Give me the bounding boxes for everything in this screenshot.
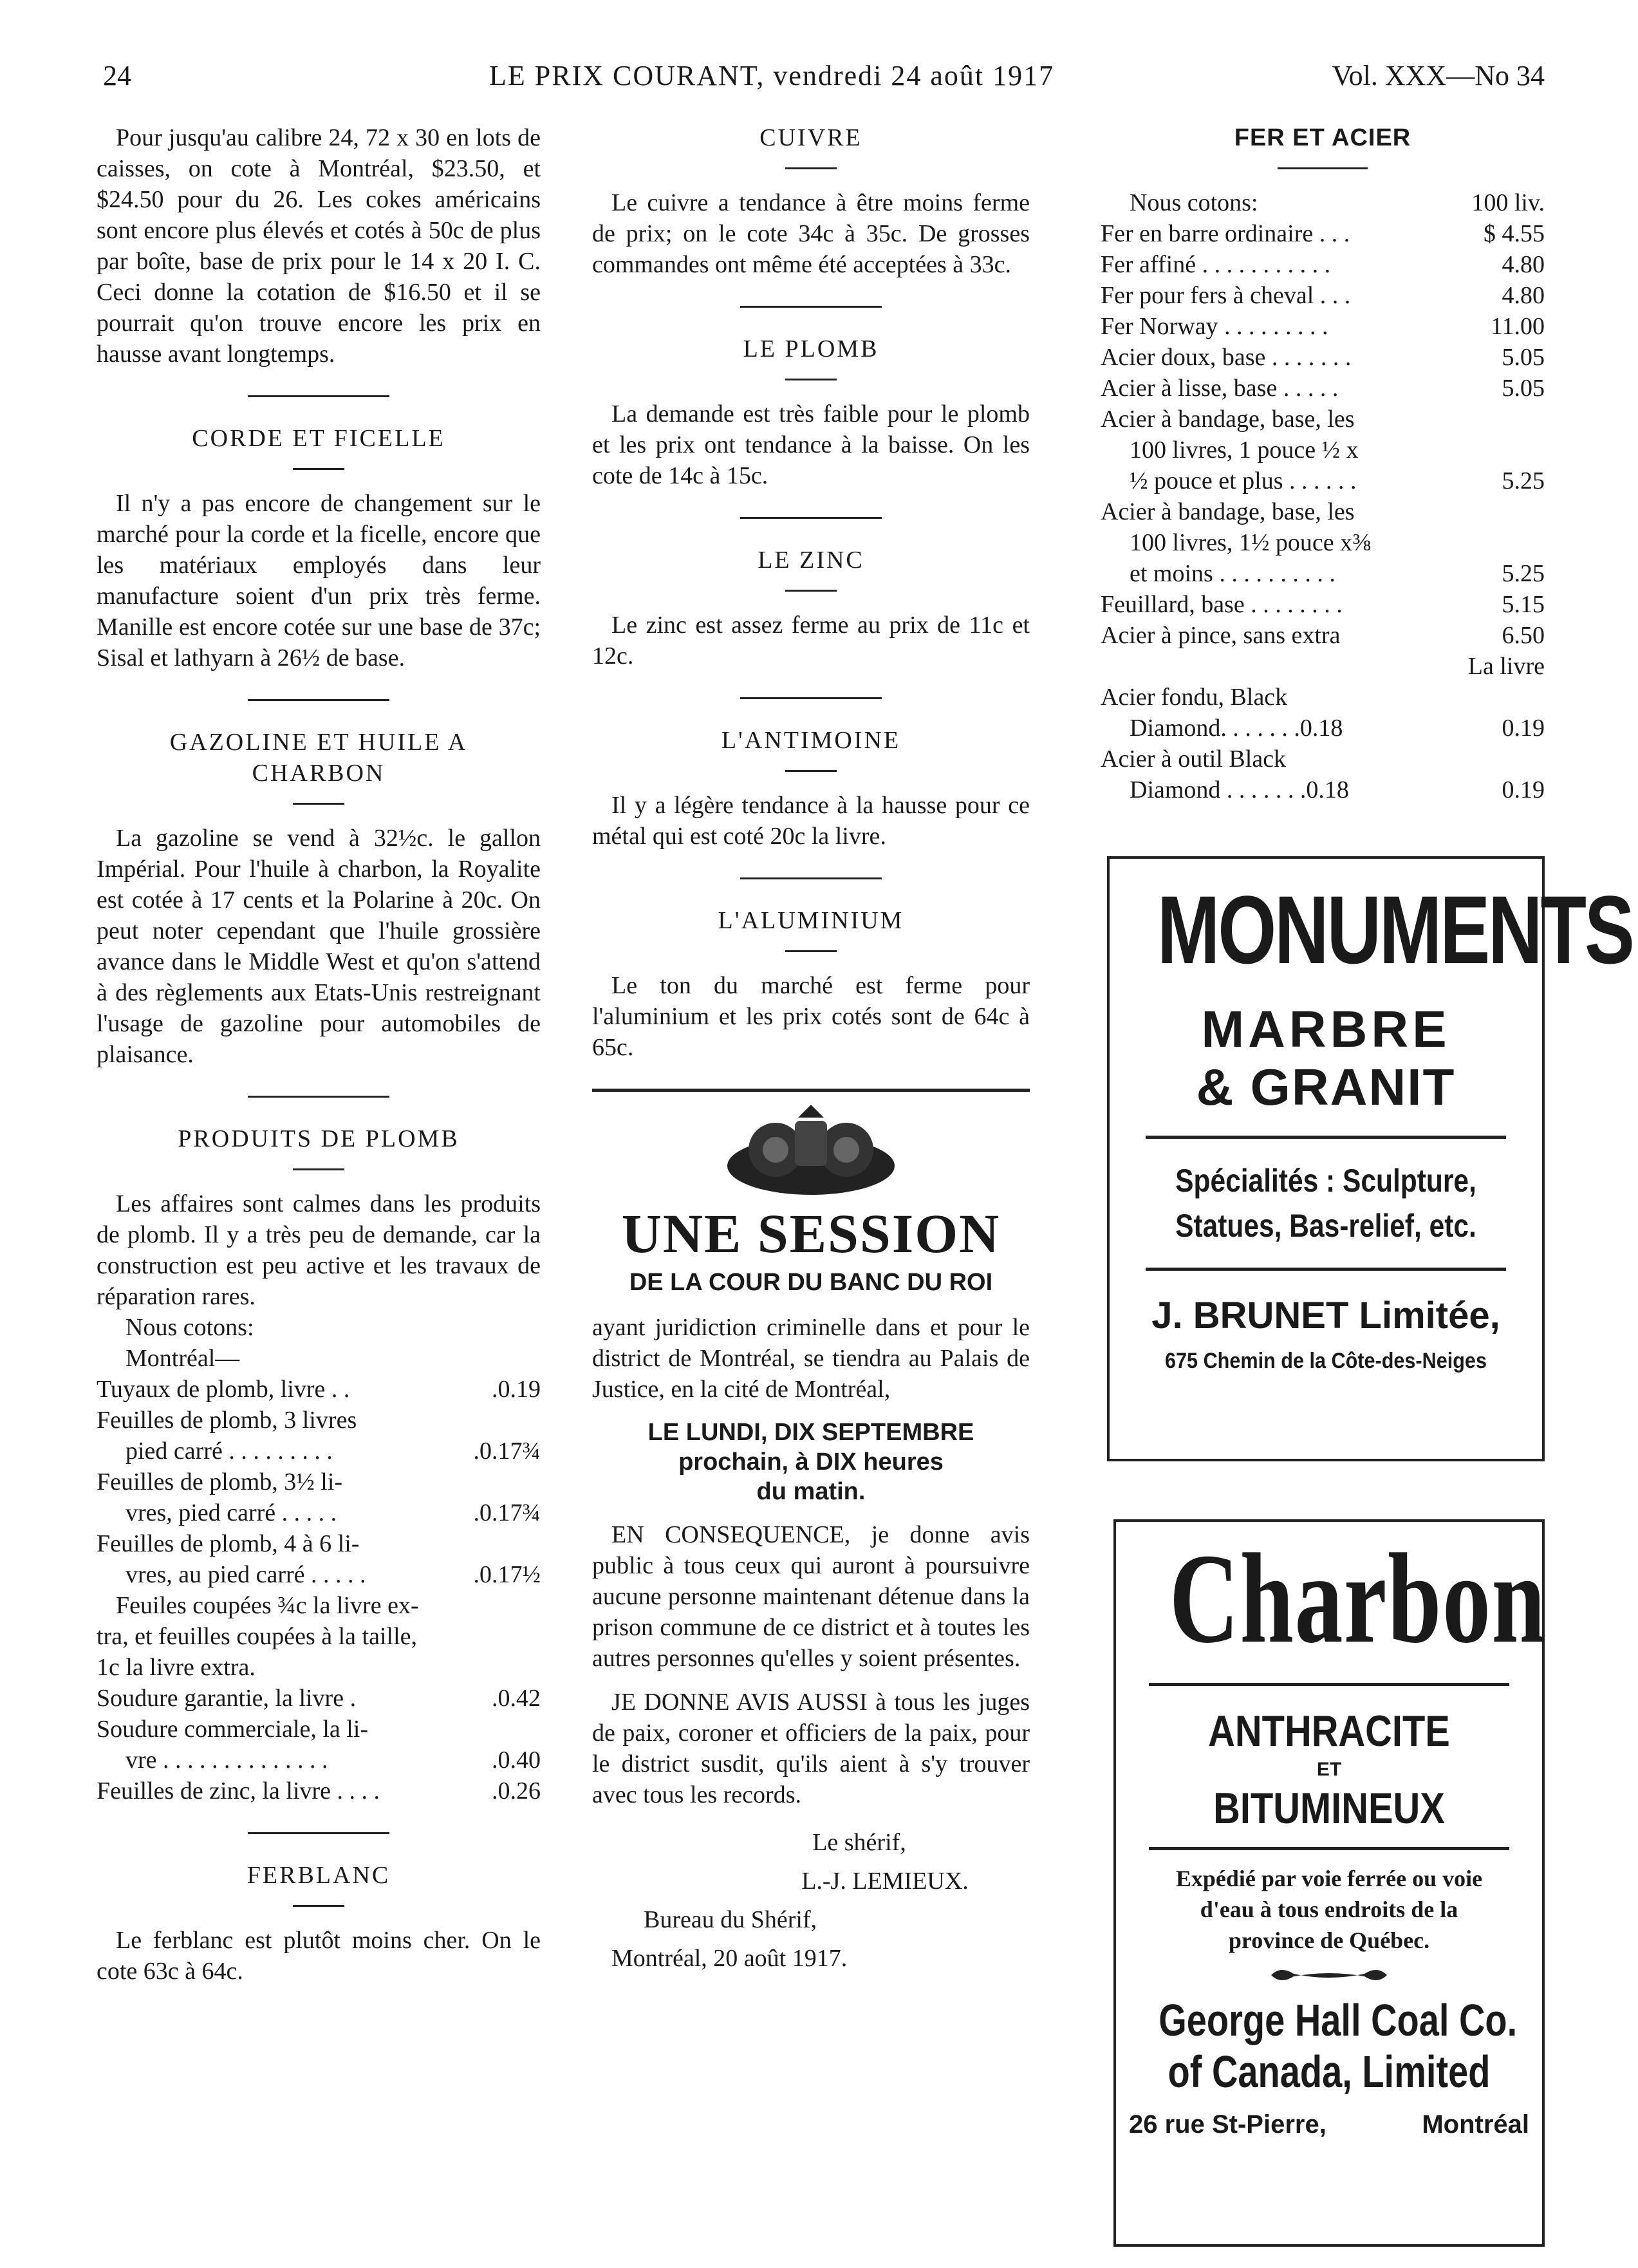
item-label: Tuyaux de plomb, livre . . [97,1376,350,1403]
list-item [97,1745,541,1776]
item-label: Soudure garantie, la livre . [97,1685,357,1712]
gazoline-paragraph: La gazoline se vend à 32½c. le gallon Impérial. Pour l'huile à charbon, la Royalite est cotée à 17 cents et la Polarine à 20c. On peut noter cependant que l'huile grossière avance dans le Middle West et qu'on s'attend à des règlements aux Etats-Unis restreignant l'usage de gazoline pour automobiles de plaisance. [97,825,541,1068]
advert-rule [1149,1683,1509,1686]
row-label: Diamond. . . . . . .0.18 [1130,715,1343,742]
row-label: 100 livres, 1 pouce ½ x [1130,436,1359,464]
plomb-price-list [97,1312,541,1806]
row-price: 5.25 [1502,560,1545,587]
notice-paragraph: EN CONSEQUENCE, je donne avis public à tous ceux qui auront à poursuivre aucune personne maintenant détenue dans la prison commune de ce district et à toutes les autres personnes qu'elles y soient présentes. [592,1521,1030,1672]
notice-top-rule [592,1089,1030,1092]
unit-label: La livre [1467,653,1545,680]
list-item [97,1528,541,1559]
notice-date-line: prochain, à DIX heures [678,1448,944,1476]
row-label: ½ pouce et plus . . . . . . [1130,467,1357,494]
table-caption: Nous cotons: [1130,189,1258,216]
signature-office: Bureau du Shérif, [644,1906,817,1933]
row-label: Acier à outil Black [1101,745,1287,773]
notice-intro: ayant juridiction criminelle dans et pour le district de Montréal, se tiendra au Palais de Justice, en la cité de Montréal, [592,1314,1030,1403]
row-price: 4.80 [1502,282,1545,309]
section-divider [248,395,389,397]
notice-paragraph: JE DONNE AVIS AUSSI à tous les juges de paix, coroner et officiers de la paix, pour le district susdit, qu'ils aient à s'y trouver avec tous les records. [592,1689,1030,1808]
list-item [97,1776,541,1806]
title-rule [293,1168,344,1170]
advert-description: Expédié par voie ferrée ou voie [1175,1866,1483,1891]
row-label: Acier fondu, Black [1101,684,1288,711]
section-title-antimoine: L'ANTIMOINE [721,727,901,754]
item-price: .0.17¾ [473,1438,541,1465]
row-label: Fer en barre ordinaire . . . [1101,220,1350,247]
advert-company: J. BRUNET Limitée, [1151,1295,1500,1336]
advert-title: Charbon [1169,1528,1547,1670]
item-price: .0.40 [492,1747,541,1774]
column-middle [592,122,1030,1978]
list-item [97,1436,541,1467]
signature-name: L.-J. LEMIEUX. [801,1868,969,1895]
row-price: 0.19 [1502,715,1545,742]
row-price: 11.00 [1490,313,1545,340]
list-item [97,1590,541,1621]
row-price: 5.05 [1502,375,1545,402]
cuivre-paragraph: Le cuivre a tendance à être moins ferme de prix; on le cote 34c à 35c. De grosses commandes ont même été acceptées à 33c. [592,189,1030,278]
row-label: Acier à bandage, base, les [1101,406,1355,433]
fer-acier-price-table [1101,187,1545,805]
list-item [97,1467,541,1497]
table-row [1101,620,1545,651]
advert-company: of Canada, Limited [1168,2047,1491,2097]
row-label: Fer pour fers à cheval . . . [1101,282,1351,309]
advert-rule [1149,1847,1509,1850]
signature-role: Le shérif, [812,1829,906,1856]
intro-paragraph: Pour jusqu'au calibre 24, 72 x 30 en lots de caisses, on cote à Montréal, $23.50, et $24.50 pour du 26. Les cokes américains sont encore plus élevés et cotés à 50c de plus par boîte, base de prix pour le 14 x 20 I. C. Ceci donne la cotation de $16.50 et il se pourrait qu'on trouve encore les prix en hausse avant longtemps. [97,124,541,368]
advert-description: d'eau à tous endroits de la [1200,1897,1458,1922]
section-title-ferblanc: FERBLANC [247,1862,391,1889]
table-row [1101,435,1545,465]
section-divider [740,517,882,519]
item-label: vres, pied carré . . . . . [126,1499,337,1526]
advert-line: MARBRE [1201,1000,1451,1058]
table-row [1101,404,1545,435]
advert-line: BITUMINEUX [1213,1784,1445,1833]
table-row [1101,744,1545,774]
section-title-zinc: LE ZINC [758,547,864,574]
row-label: Acier à bandage, base, les [1101,498,1355,525]
advert-line: ANTHRACITE [1208,1707,1450,1756]
list-item [97,1497,541,1528]
list-item [97,1621,541,1652]
table-row [1101,218,1545,249]
antimoine-paragraph: Il y a légère tendance à la hausse pour ce métal qui est coté 20c la livre. [592,792,1030,850]
table-row [1101,496,1545,527]
row-price: 5.15 [1502,591,1545,618]
title-rule [293,468,344,470]
table-unit: 100 liv. [1471,189,1545,216]
list-item [97,1405,541,1436]
table-row [1101,465,1545,496]
row-price: 5.25 [1502,467,1545,494]
item-label: tra, et feuilles coupées à la taille, [97,1623,417,1650]
column-left [97,122,541,1987]
item-label: Feuilles de plomb, 3 livres [97,1407,357,1434]
row-price: 5.05 [1502,344,1545,371]
row-label: Fer Norway . . . . . . . . . [1101,313,1328,340]
row-label: Fer affiné . . . . . . . . . . . [1101,251,1331,278]
title-rule [785,167,837,169]
list-item [97,1714,541,1745]
table-header-row [1101,187,1545,218]
item-price: .0.19 [492,1376,541,1403]
notice-subtitle: DE LA COUR DU BANC DU ROI [629,1269,993,1296]
table-row [1101,527,1545,558]
row-label: Acier à pince, sans extra [1101,622,1341,649]
item-label: vres, au pied carré . . . . . [126,1561,366,1588]
advert-specialities: Statues, Bas-relief, etc. [1175,1208,1476,1244]
notice-date-line: LE LUNDI, DIX SEPTEMBRE [647,1419,974,1446]
section-title-plomb: LE PLOMB [743,335,879,362]
section-title-corde: CORDE ET FICELLE [192,425,445,452]
corde-paragraph: Il n'y a pas encore de changement sur le marché pour la corde et la ficelle, encore que les matériaux employés dans leur manufacture soient d'un prix très ferme. Manille est encore cotée sur une base de 37c; Sisal et lathyarn à 26½ de base. [97,490,541,671]
advert-charbon [1113,1519,1545,2247]
list-city: Montréal— [126,1345,240,1372]
table-row [1101,280,1545,311]
item-label: Feuilles de plomb, 4 à 6 li- [97,1530,360,1557]
row-price: 6.50 [1502,622,1545,649]
title-rule [1278,167,1368,169]
royal-arms-emblem [714,1105,907,1201]
advert-line: ET [1316,1759,1342,1780]
advert-rule [1146,1136,1506,1139]
item-price: .0.17½ [473,1561,541,1588]
section-title-fer-acier: FER ET ACIER [1234,124,1411,151]
item-label: 1c la livre extra. [97,1654,256,1681]
volume-number: Vol. XXX—No 34 [1332,60,1545,91]
row-label: Acier à lisse, base . . . . . [1101,375,1339,402]
item-label: Feuilles de zinc, la livre . . . . [97,1777,380,1804]
row-label: Diamond . . . . . . .0.18 [1130,776,1349,803]
item-label: vre . . . . . . . . . . . . . . [126,1747,328,1774]
table-row [1101,311,1545,342]
signature-place-date: Montréal, 20 août 1917. [611,1945,848,1972]
list-caption: Nous cotons: [126,1314,254,1341]
ferblanc-paragraph: Le ferblanc est plutôt moins cher. On le cote 63c à 64c. [97,1927,541,1985]
list-item [97,1683,541,1714]
item-label: Feuilles de plomb, 3½ li- [97,1468,343,1495]
section-title-plomb-products: PRODUITS DE PLOMB [178,1125,460,1152]
title-rule [785,590,837,592]
advert-description: province de Québec. [1228,1927,1430,1953]
row-label: Feuillard, base . . . . . . . . [1101,591,1343,618]
newspaper-title: LE PRIX COURANT, vendredi 24 août 1917 [489,60,1055,91]
advert-line: & GRANIT [1196,1058,1456,1116]
advert-address: 26 rue St-Pierre, [1129,2110,1326,2139]
section-title-aluminium: L'ALUMINIUM [718,907,904,934]
row-label: et moins . . . . . . . . . . [1130,560,1336,587]
title-rule [785,950,837,952]
table-row [1101,713,1545,744]
notice-date-line: du matin. [756,1478,866,1505]
item-price: .0.17¾ [473,1499,541,1526]
table-row [1101,558,1545,589]
section-divider [248,699,389,701]
section-divider [740,306,882,308]
section-divider [248,1832,389,1834]
page-header [103,59,1545,98]
advert-city: Montréal [1422,2110,1529,2139]
table-row [1101,373,1545,404]
table-row [1101,249,1545,280]
row-label: Acier doux, base . . . . . . . [1101,344,1352,371]
item-label: Soudure commerciale, la li- [97,1716,369,1743]
section-divider [740,877,882,879]
section-divider [740,697,882,699]
list-item [97,1374,541,1405]
notice-title: UNE SESSION [621,1203,1001,1264]
row-price: 0.19 [1502,776,1545,803]
list-item [97,1559,541,1590]
advert-rule [1146,1268,1506,1271]
item-price: .0.42 [492,1685,541,1712]
table-row [1101,774,1545,805]
ornament-icon [1268,1962,1390,1988]
plomb-metal-paragraph: La demande est très faible pour le plomb et les prix ont tendance à la baisse. On les cote de 14c à 15c. [592,400,1030,489]
row-price: $ 4.55 [1484,220,1545,247]
table-row [1101,682,1545,713]
row-label: 100 livres, 1½ pouce x⅜ [1130,529,1371,556]
title-rule [293,1905,344,1907]
table-row [1101,342,1545,373]
title-rule [785,379,837,380]
section-divider [248,1096,389,1098]
advert-specialities: Spécialités : Sculpture, [1175,1163,1476,1199]
item-label: Feuiles coupées ¾c la livre ex- [116,1592,419,1619]
item-label: pied carré . . . . . . . . . [126,1438,333,1465]
page-number: 24 [103,60,131,91]
section-title-gazoline: GAZOLINE ET HUILE A CHARBON [169,729,468,787]
column-right [1101,122,1545,805]
advert-title: MONUMENTS [1157,876,1633,984]
item-price: .0.26 [492,1777,541,1804]
title-rule [785,770,837,772]
advert-address: 675 Chemin de la Côte-des-Neiges [1165,1349,1487,1373]
title-rule [293,803,344,805]
section-title-cuivre: CUIVRE [759,124,862,151]
aluminium-paragraph: Le ton du marché est ferme pour l'aluminium et les prix cotés sont de 64c à 65c. [592,972,1030,1061]
plomb-paragraph: Les affaires sont calmes dans les produits de plomb. Il y a très peu de demande, car la construction est peu active et les travaux de réparation rares. [97,1190,541,1310]
advert-monuments [1107,856,1633,1461]
row-price: 4.80 [1502,251,1545,278]
zinc-paragraph: Le zinc est assez ferme au prix de 11c et 12c. [592,612,1030,670]
advert-company: George Hall Coal Co. [1159,1995,1518,2045]
list-item [97,1652,541,1683]
table-row [1101,589,1545,620]
